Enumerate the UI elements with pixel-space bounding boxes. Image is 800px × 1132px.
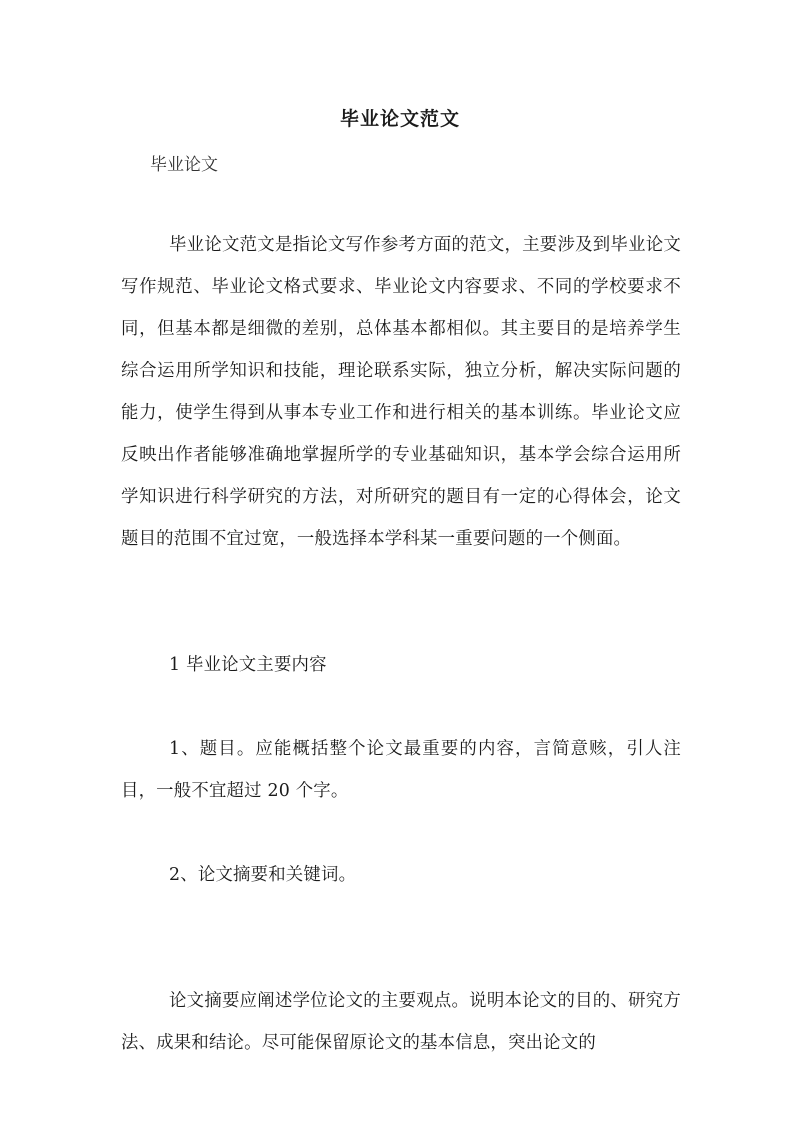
item-title-paragraph: 1、题目。应能概括整个论文最重要的内容，言简意赅，引人注目，一般不宜超过 20 个字。: [121, 739, 681, 801]
document-subtitle: 毕业论文: [150, 155, 218, 175]
intro-paragraph: 毕业论文范文是指论文写作参考方面的范文，主要涉及到毕业论文写作规范、毕业论文格式要求、毕业论文内容要求、不同的学校要求不同，但基本都是细微的差别，总体基本都相似。其主要目的是培养学生综合运用所学知识和技能，理论联系实际，独立分析，解决实际问题的能力，使学生得到从事本专业工作和进行相关的基本训练。毕业论文应反映出作者能够准确地掌握所学的专业基础知识，基本学会综合运用所学知识进行科学研究的方法，对所研究的题目有一定的心得体会，论文题目的范围不宜过宽，一般选择本学科某一重要问题的一个侧面。: [121, 235, 681, 549]
item-abstract-heading: 2、论文摘要和关键词。: [169, 865, 357, 885]
document-title: 毕业论文范文: [339, 108, 460, 130]
section-heading: 1 毕业论文主要内容: [169, 655, 327, 675]
abstract-paragraph: 论文摘要应阐述学位论文的主要观点。说明本论文的目的、研究方法、成果和结论。尽可能保留原论文的基本信息，突出论文的: [121, 991, 681, 1053]
